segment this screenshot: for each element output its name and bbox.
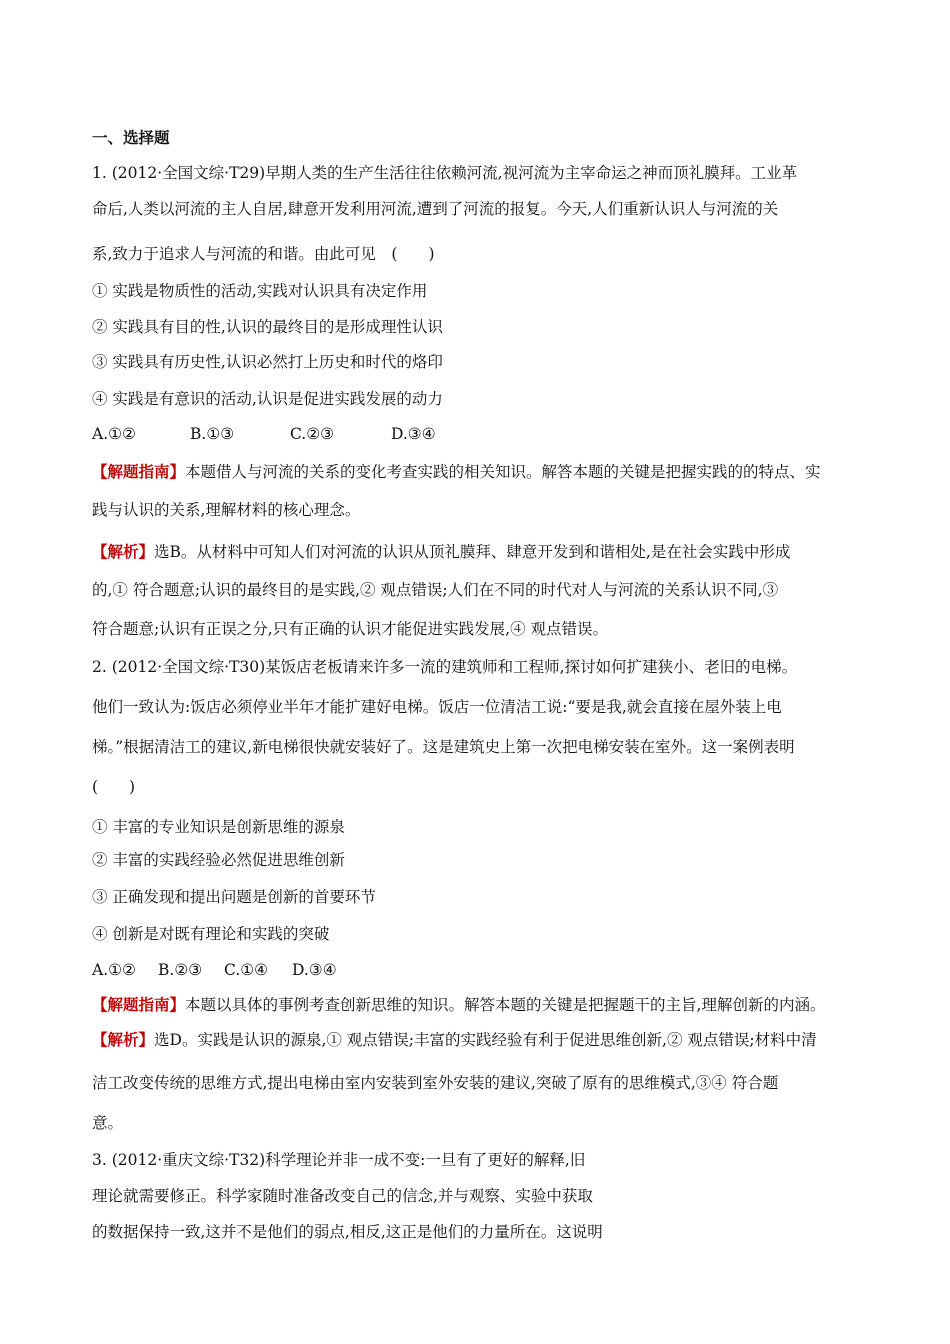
- q1-guide-tag: 【解题指南】: [92, 462, 186, 481]
- q1-option-a: A.①②: [92, 425, 136, 443]
- q2-option-d: D.③④: [292, 961, 337, 979]
- q1-analysis-line-2: 的,① 符合题意;认识的最终目的是实践,② 观点错误;人们在不同的时代对人与河流的关系认识不同,③: [92, 581, 779, 599]
- q2-guide-tag: 【解题指南】: [92, 995, 186, 1014]
- q2-statement-3: ③ 正确发现和提出问题是创新的首要环节: [92, 888, 376, 906]
- q2-statement-4: ④ 创新是对既有理论和实践的突破: [92, 925, 330, 943]
- q1-statement-3: ③ 实践具有历史性,认识必然打上历史和时代的烙印: [92, 353, 443, 371]
- q2-option-b: B.②③: [158, 961, 203, 979]
- q1-option-c: C.②③: [290, 425, 335, 443]
- q2-guide-line-1: [92, 995, 872, 1015]
- q2-statement-1: ① 丰富的专业知识是创新思维的源泉: [92, 818, 345, 836]
- q3-stem-line-2: 理论就需要修正。科学家随时准备改变自己的信念,并与观察、实验中获取: [92, 1187, 593, 1205]
- q1-guide-line-1: [92, 462, 872, 482]
- q2-stem-line-2: 他们一致认为:饭店必须停业半年才能扩建好电梯。饭店一位清洁工说:“要是我,就会直接在屋外装上电: [92, 698, 782, 716]
- q2-analysis-line-3: 意。: [92, 1114, 124, 1132]
- q2-statement-2: ② 丰富的实践经验必然促进思维创新: [92, 851, 345, 869]
- q1-stem-line-3: 系,致力于追求人与河流的和谐。由此可见 ( ): [92, 245, 435, 263]
- q2-stem-line-3: 梯。”根据清洁工的建议,新电梯很快就安装好了。这是建筑史上第一次把电梯安装在室外。这一案例表明: [92, 738, 795, 756]
- q2-analysis-line-2: 洁工改变传统的思维方式,提出电梯由室内安装到室外安装的建议,突破了原有的思维模式,③④ 符合题: [92, 1074, 779, 1092]
- q2-stem-line-1: 2. (2012·全国文综·T30)某饭店老板请来许多一流的建筑师和工程师,探讨如何扩建狭小、老旧的电梯。: [92, 658, 798, 676]
- section-heading: 一、选择题: [92, 128, 170, 147]
- q2-option-c: C.①④: [224, 961, 269, 979]
- q3-stem-line-1: 3. (2012·重庆文综·T32)科学理论并非一成不变:一旦有了更好的解释,旧: [92, 1151, 586, 1169]
- q1-stem-line-1: 1. (2012·全国文综·T29)早期人类的生产生活往往依赖河流,视河流为主宰命运之神而顶礼膜拜。工业革: [92, 164, 798, 182]
- q2-analysis-text-1: 选D。实践是认识的源泉,① 观点错误;丰富的实践经验有利于促进思维创新,② 观点错误;材料中清: [154, 1031, 817, 1049]
- q1-option-b: B.①③: [190, 425, 235, 443]
- q1-statement-1: ① 实践是物质性的活动,实践对认识具有决定作用: [92, 282, 428, 300]
- q2-stem-line-4: ( ): [92, 778, 136, 796]
- q2-options: [92, 960, 872, 980]
- q1-analysis-line-3: 符合题意;认识有正误之分,只有正确的认识才能促进实践发展,④ 观点错误。: [92, 620, 609, 638]
- q2-analysis-line-1: [92, 1030, 872, 1050]
- q2-guide-text-1: 本题以具体的事例考查创新思维的知识。解答本题的关键是把握题干的主旨,理解创新的内涵。: [185, 996, 826, 1014]
- q1-analysis-text-1: 选B。从材料中可知人们对河流的认识从顶礼膜拜、肆意开发到和谐相处,是在社会实践中形成: [154, 543, 791, 561]
- q1-analysis-line-1: [92, 542, 872, 562]
- q3-stem-line-3: 的数据保持一致,这并不是他们的弱点,相反,这正是他们的力量所在。这说明: [92, 1223, 603, 1241]
- q1-statement-2: ② 实践具有目的性,认识的最终目的是形成理性认识: [92, 318, 443, 336]
- q1-statement-4: ④ 实践是有意识的活动,认识是促进实践发展的动力: [92, 390, 443, 408]
- q2-option-a: A.①②: [92, 961, 136, 979]
- q1-stem-line-2: 命后,人类以河流的主人自居,肆意开发利用河流,遭到了河流的报复。今天,人们重新认识人与河流的关: [92, 200, 779, 218]
- q1-option-d: D.③④: [391, 425, 436, 443]
- q1-options: [92, 424, 872, 444]
- q1-guide-line-2: 践与认识的关系,理解材料的核心理念。: [92, 501, 361, 519]
- q1-guide-text-1: 本题借人与河流的关系的变化考查实践的相关知识。解答本题的关键是把握实践的的特点、实: [185, 463, 821, 481]
- q2-analysis-tag: 【解析】: [92, 1030, 155, 1049]
- q1-analysis-tag: 【解析】: [92, 542, 155, 561]
